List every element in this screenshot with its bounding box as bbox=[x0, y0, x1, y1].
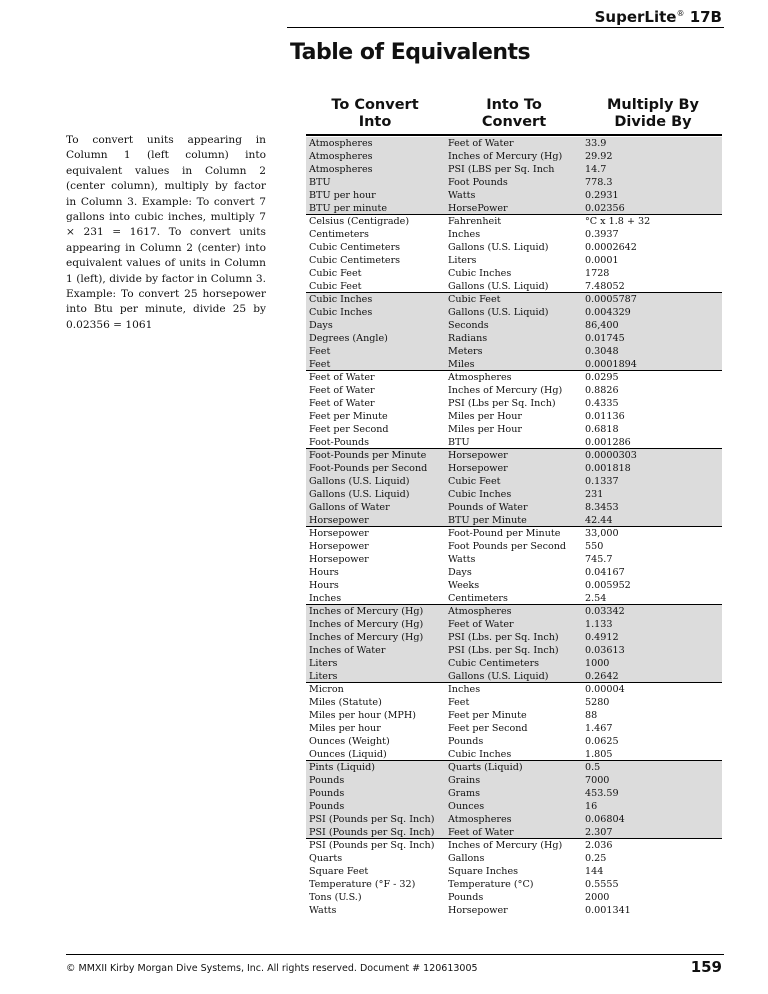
to-unit-cell: BTU bbox=[448, 437, 470, 448]
table-row bbox=[306, 501, 722, 514]
table-row bbox=[306, 332, 722, 345]
to-unit-cell: Foot-Pound per Minute bbox=[448, 528, 561, 539]
to-unit-cell: Cubic Inches bbox=[448, 749, 512, 760]
column-header-line: Into bbox=[358, 114, 392, 130]
registered-mark: ® bbox=[676, 9, 685, 18]
factor-cell: 0.0000303 bbox=[585, 450, 637, 461]
from-unit-cell: Hours bbox=[309, 580, 339, 591]
to-unit-cell: Pounds of Water bbox=[448, 502, 528, 513]
to-unit-cell: Liters bbox=[448, 255, 477, 266]
from-unit-cell: Inches of Water bbox=[309, 645, 386, 656]
factor-cell: 1.133 bbox=[585, 619, 613, 630]
from-unit-cell: Square Feet bbox=[309, 866, 369, 877]
to-unit-cell: Ounces bbox=[448, 801, 485, 812]
factor-cell: 0.004329 bbox=[585, 307, 631, 318]
from-unit-cell: Quarts bbox=[309, 853, 343, 864]
factor-cell: 0.005952 bbox=[585, 580, 631, 591]
to-unit-cell: Feet per Second bbox=[448, 723, 528, 734]
table-row bbox=[306, 540, 722, 553]
table-row bbox=[306, 137, 722, 150]
table-row bbox=[306, 553, 722, 566]
factor-cell: 0.2642 bbox=[585, 671, 619, 682]
to-unit-cell: HorsePower bbox=[448, 203, 508, 214]
to-unit-cell: PSI (Lbs. per Sq. Inch) bbox=[448, 645, 559, 656]
column-header-line: Divide By bbox=[614, 114, 692, 130]
column-header-multiply-divide bbox=[584, 97, 722, 131]
to-unit-cell: Atmospheres bbox=[448, 814, 512, 825]
table-row bbox=[306, 644, 722, 657]
table-row bbox=[306, 189, 722, 202]
factor-cell: 0.01745 bbox=[585, 333, 625, 344]
table-row bbox=[306, 657, 722, 670]
from-unit-cell: Atmospheres bbox=[309, 164, 373, 175]
factor-cell: 0.01136 bbox=[585, 411, 625, 422]
to-unit-cell: Feet of Water bbox=[448, 138, 514, 149]
factor-cell: 0.25 bbox=[585, 853, 607, 864]
from-unit-cell: Liters bbox=[309, 658, 338, 669]
table-row bbox=[306, 748, 722, 761]
column-header-line: To Convert bbox=[331, 97, 419, 113]
copyright-notice: © MMXII Kirby Morgan Dive Systems, Inc. All rights reserved. Document # 120613005 bbox=[66, 963, 478, 974]
table-row bbox=[306, 813, 722, 826]
table-row bbox=[306, 449, 722, 462]
factor-cell: 0.1337 bbox=[585, 476, 619, 487]
from-unit-cell: Foot-Pounds per Second bbox=[309, 463, 428, 474]
table-row bbox=[306, 579, 722, 592]
to-unit-cell: Gallons (U.S. Liquid) bbox=[448, 671, 549, 682]
to-unit-cell: Miles per Hour bbox=[448, 424, 522, 435]
from-unit-cell: Feet per Second bbox=[309, 424, 389, 435]
table-row bbox=[306, 761, 722, 774]
factor-cell: 745.7 bbox=[585, 554, 613, 565]
from-unit-cell: PSI (Pounds per Sq. Inch) bbox=[309, 840, 435, 851]
from-unit-cell: Inches of Mercury (Hg) bbox=[309, 606, 424, 617]
table-row bbox=[306, 241, 722, 254]
table-row bbox=[306, 319, 722, 332]
from-unit-cell: Pounds bbox=[309, 801, 345, 812]
header-brand bbox=[595, 8, 722, 26]
to-unit-cell: Seconds bbox=[448, 320, 489, 331]
from-unit-cell: PSI (Pounds per Sq. Inch) bbox=[309, 814, 435, 825]
to-unit-cell: Inches bbox=[448, 229, 481, 240]
from-unit-cell: BTU per minute bbox=[309, 203, 388, 214]
factor-cell: 2.307 bbox=[585, 827, 613, 838]
to-unit-cell: Cubic Feet bbox=[448, 476, 501, 487]
from-unit-cell: Cubic Centimeters bbox=[309, 242, 401, 253]
factor-cell: 1.805 bbox=[585, 749, 613, 760]
factor-cell: 0.001818 bbox=[585, 463, 631, 474]
to-unit-cell: Quarts (Liquid) bbox=[448, 762, 523, 773]
to-unit-cell: PSI (Lbs per Sq. Inch) bbox=[448, 398, 556, 409]
from-unit-cell: Horsepower bbox=[309, 541, 369, 552]
table-row bbox=[306, 176, 722, 189]
table-row bbox=[306, 605, 722, 618]
column-header-line: Multiply By bbox=[607, 97, 699, 113]
table-row bbox=[306, 228, 722, 241]
from-unit-cell: PSI (Pounds per Sq. Inch) bbox=[309, 827, 435, 838]
header-rule bbox=[287, 27, 724, 28]
from-unit-cell: Feet per Minute bbox=[309, 411, 388, 422]
factor-cell: 144 bbox=[585, 866, 604, 877]
to-unit-cell: Centimeters bbox=[448, 593, 508, 604]
table-row bbox=[306, 215, 722, 228]
header-underline bbox=[306, 134, 722, 136]
from-unit-cell: Atmospheres bbox=[309, 138, 373, 149]
equivalents-table bbox=[306, 137, 722, 917]
factor-cell: 0.0001894 bbox=[585, 359, 637, 370]
to-unit-cell: PSI (Lbs. per Sq. Inch) bbox=[448, 632, 559, 643]
factor-cell: 0.02356 bbox=[585, 203, 625, 214]
column-header-into-to-convert bbox=[446, 97, 582, 131]
from-unit-cell: BTU per hour bbox=[309, 190, 376, 201]
to-unit-cell: Inches of Mercury (Hg) bbox=[448, 151, 563, 162]
to-unit-cell: Foot Pounds bbox=[448, 177, 508, 188]
factor-cell: 231 bbox=[585, 489, 604, 500]
to-unit-cell: Days bbox=[448, 567, 472, 578]
from-unit-cell: Cubic Feet bbox=[309, 268, 362, 279]
to-unit-cell: Inches of Mercury (Hg) bbox=[448, 840, 563, 851]
factor-cell: 0.5555 bbox=[585, 879, 619, 890]
table-row bbox=[306, 631, 722, 644]
table-row bbox=[306, 293, 722, 306]
factor-cell: 0.0295 bbox=[585, 372, 619, 383]
to-unit-cell: Cubic Centimeters bbox=[448, 658, 540, 669]
factor-cell: 0.0002642 bbox=[585, 242, 637, 253]
table-row bbox=[306, 891, 722, 904]
to-unit-cell: Weeks bbox=[448, 580, 480, 591]
from-unit-cell: Horsepower bbox=[309, 528, 369, 539]
from-unit-cell: Feet of Water bbox=[309, 385, 375, 396]
factor-cell: 0.4335 bbox=[585, 398, 619, 409]
to-unit-cell: Feet of Water bbox=[448, 619, 514, 630]
factor-cell: 14.7 bbox=[585, 164, 607, 175]
table-row bbox=[306, 696, 722, 709]
brand-name: SuperLite bbox=[594, 8, 677, 26]
to-unit-cell: Miles bbox=[448, 359, 475, 370]
to-unit-cell: Square Inches bbox=[448, 866, 519, 877]
from-unit-cell: Gallons (U.S. Liquid) bbox=[309, 476, 410, 487]
factor-cell: 16 bbox=[585, 801, 598, 812]
to-unit-cell: Feet of Water bbox=[448, 827, 514, 838]
to-unit-cell: Horsepower bbox=[448, 463, 508, 474]
from-unit-cell: Feet bbox=[309, 346, 331, 357]
factor-cell: 0.03342 bbox=[585, 606, 625, 617]
from-unit-cell: BTU bbox=[309, 177, 331, 188]
from-unit-cell: Pints (Liquid) bbox=[309, 762, 375, 773]
from-unit-cell: Centimeters bbox=[309, 229, 369, 240]
from-unit-cell: Foot-Pounds per Minute bbox=[309, 450, 427, 461]
to-unit-cell: Inches of Mercury (Hg) bbox=[448, 385, 563, 396]
from-unit-cell: Gallons of Water bbox=[309, 502, 390, 513]
table-row bbox=[306, 410, 722, 423]
table-row bbox=[306, 384, 722, 397]
from-unit-cell: Foot-Pounds bbox=[309, 437, 370, 448]
to-unit-cell: Cubic Inches bbox=[448, 268, 512, 279]
from-unit-cell: Inches of Mercury (Hg) bbox=[309, 632, 424, 643]
factor-cell: 0.0001 bbox=[585, 255, 619, 266]
factor-cell: 2.54 bbox=[585, 593, 607, 604]
from-unit-cell: Micron bbox=[309, 684, 344, 695]
to-unit-cell: Radians bbox=[448, 333, 488, 344]
to-unit-cell: Gallons (U.S. Liquid) bbox=[448, 242, 549, 253]
from-unit-cell: Feet of Water bbox=[309, 398, 375, 409]
to-unit-cell: Horsepower bbox=[448, 905, 508, 916]
to-unit-cell: Gallons (U.S. Liquid) bbox=[448, 307, 549, 318]
to-unit-cell: BTU per Minute bbox=[448, 515, 527, 526]
factor-cell: 29.92 bbox=[585, 151, 613, 162]
factor-cell: 0.2931 bbox=[585, 190, 619, 201]
from-unit-cell: Miles (Statute) bbox=[309, 697, 382, 708]
table-row bbox=[306, 800, 722, 813]
from-unit-cell: Celsius (Centigrade) bbox=[309, 216, 410, 227]
from-unit-cell: Cubic Inches bbox=[309, 307, 373, 318]
factor-cell: 1728 bbox=[585, 268, 610, 279]
page-title: Table of Equivalents bbox=[290, 40, 531, 65]
table-row bbox=[306, 306, 722, 319]
table-row bbox=[306, 878, 722, 891]
to-unit-cell: Cubic Feet bbox=[448, 294, 501, 305]
factor-cell: 0.03613 bbox=[585, 645, 625, 656]
table-row bbox=[306, 735, 722, 748]
factor-cell: 0.5 bbox=[585, 762, 601, 773]
factor-cell: 0.04167 bbox=[585, 567, 625, 578]
factor-cell: 0.3048 bbox=[585, 346, 619, 357]
to-unit-cell: Pounds bbox=[448, 892, 484, 903]
to-unit-cell: Watts bbox=[448, 554, 476, 565]
from-unit-cell: Miles per hour (MPH) bbox=[309, 710, 416, 721]
to-unit-cell: Meters bbox=[448, 346, 483, 357]
factor-cell: 0.001341 bbox=[585, 905, 631, 916]
to-unit-cell: Grains bbox=[448, 775, 481, 786]
factor-cell: 33.9 bbox=[585, 138, 607, 149]
to-unit-cell: PSI (LBS per Sq. Inch bbox=[448, 164, 555, 175]
table-row bbox=[306, 462, 722, 475]
table-row bbox=[306, 358, 722, 371]
from-unit-cell: Cubic Centimeters bbox=[309, 255, 401, 266]
factor-cell: °C x 1.8 + 32 bbox=[585, 216, 651, 227]
table-row bbox=[306, 397, 722, 410]
table-row bbox=[306, 488, 722, 501]
from-unit-cell: Gallons (U.S. Liquid) bbox=[309, 489, 410, 500]
to-unit-cell: Horsepower bbox=[448, 450, 508, 461]
table-row bbox=[306, 774, 722, 787]
to-unit-cell: Pounds bbox=[448, 736, 484, 747]
table-row bbox=[306, 839, 722, 852]
table-row bbox=[306, 163, 722, 176]
table-row bbox=[306, 865, 722, 878]
factor-cell: 33,000 bbox=[585, 528, 619, 539]
table-row bbox=[306, 904, 722, 917]
from-unit-cell: Degrees (Angle) bbox=[309, 333, 388, 344]
table-row bbox=[306, 202, 722, 215]
from-unit-cell: Feet bbox=[309, 359, 331, 370]
to-unit-cell: Fahrenheit bbox=[448, 216, 502, 227]
table-row bbox=[306, 436, 722, 449]
table-row bbox=[306, 254, 722, 267]
table-row bbox=[306, 514, 722, 527]
table-row bbox=[306, 852, 722, 865]
factor-cell: 86,400 bbox=[585, 320, 619, 331]
factor-cell: 7.48052 bbox=[585, 281, 625, 292]
factor-cell: 0.0005787 bbox=[585, 294, 637, 305]
intro-paragraph: To convert units appearing in Column 1 (left column) into equivalent values in Column 2 (center column), multiply by factor in Column 3. Example: To convert 7 gallons into cubic inches, multiply 7 × 231 = 1617. To convert units appearing in Column 2 (center) into equivalent values of units in Column 1 (left), divide by factor in Column 3. Example: To convert 25 horsepower into Btu per minute, divide 25 by 0.02356 = 1061 bbox=[66, 134, 266, 331]
from-unit-cell: Cubic Feet bbox=[309, 281, 362, 292]
table-row bbox=[306, 527, 722, 540]
model-name: 17B bbox=[689, 8, 722, 26]
from-unit-cell: Pounds bbox=[309, 788, 345, 799]
factor-cell: 550 bbox=[585, 541, 604, 552]
table-row bbox=[306, 423, 722, 436]
factor-cell: 2.036 bbox=[585, 840, 613, 851]
from-unit-cell: Days bbox=[309, 320, 333, 331]
table-row bbox=[306, 787, 722, 800]
from-unit-cell: Miles per hour bbox=[309, 723, 381, 734]
to-unit-cell: Feet bbox=[448, 697, 470, 708]
factor-cell: 0.4912 bbox=[585, 632, 619, 643]
from-unit-cell: Hours bbox=[309, 567, 339, 578]
to-unit-cell: Feet per Minute bbox=[448, 710, 527, 721]
table-row bbox=[306, 683, 722, 696]
table-row bbox=[306, 670, 722, 683]
table-row bbox=[306, 345, 722, 358]
from-unit-cell: Liters bbox=[309, 671, 338, 682]
to-unit-cell: Watts bbox=[448, 190, 476, 201]
factor-cell: 0.001286 bbox=[585, 437, 631, 448]
to-unit-cell: Miles per Hour bbox=[448, 411, 522, 422]
from-unit-cell: Temperature (°F - 32) bbox=[309, 879, 416, 890]
from-unit-cell: Cubic Inches bbox=[309, 294, 373, 305]
from-unit-cell: Tons (U.S.) bbox=[309, 892, 362, 903]
factor-cell: 5280 bbox=[585, 697, 610, 708]
from-unit-cell: Pounds bbox=[309, 775, 345, 786]
factor-cell: 0.6818 bbox=[585, 424, 619, 435]
factor-cell: 1.467 bbox=[585, 723, 613, 734]
from-unit-cell: Atmospheres bbox=[309, 151, 373, 162]
to-unit-cell: Atmospheres bbox=[448, 372, 512, 383]
from-unit-cell: Inches bbox=[309, 593, 342, 604]
table-row bbox=[306, 618, 722, 631]
table-row bbox=[306, 722, 722, 735]
factor-cell: 8.3453 bbox=[585, 502, 619, 513]
from-unit-cell: Horsepower bbox=[309, 515, 369, 526]
to-unit-cell: Inches bbox=[448, 684, 481, 695]
table-row bbox=[306, 280, 722, 293]
column-header-line: Into To bbox=[486, 97, 542, 113]
table-row bbox=[306, 267, 722, 280]
from-unit-cell: Ounces (Liquid) bbox=[309, 749, 387, 760]
page-number: 159 bbox=[690, 958, 722, 976]
table-row bbox=[306, 826, 722, 839]
from-unit-cell: Inches of Mercury (Hg) bbox=[309, 619, 424, 630]
factor-cell: 453.59 bbox=[585, 788, 619, 799]
factor-cell: 778.3 bbox=[585, 177, 613, 188]
to-unit-cell: Cubic Inches bbox=[448, 489, 512, 500]
factor-cell: 0.3937 bbox=[585, 229, 619, 240]
table-row bbox=[306, 592, 722, 605]
to-unit-cell: Gallons (U.S. Liquid) bbox=[448, 281, 549, 292]
factor-cell: 1000 bbox=[585, 658, 610, 669]
table-row bbox=[306, 150, 722, 163]
column-header-line: Convert bbox=[481, 114, 547, 130]
to-unit-cell: Grams bbox=[448, 788, 480, 799]
factor-cell: 2000 bbox=[585, 892, 610, 903]
from-unit-cell: Watts bbox=[309, 905, 337, 916]
from-unit-cell: Feet of Water bbox=[309, 372, 375, 383]
to-unit-cell: Atmospheres bbox=[448, 606, 512, 617]
to-unit-cell: Temperature (°C) bbox=[448, 879, 534, 890]
factor-cell: 42.44 bbox=[585, 515, 613, 526]
factor-cell: 0.00004 bbox=[585, 684, 625, 695]
factor-cell: 0.06804 bbox=[585, 814, 625, 825]
factor-cell: 7000 bbox=[585, 775, 610, 786]
to-unit-cell: Gallons bbox=[448, 853, 485, 864]
table-row bbox=[306, 709, 722, 722]
footer-rule bbox=[66, 954, 724, 955]
from-unit-cell: Horsepower bbox=[309, 554, 369, 565]
table-row bbox=[306, 371, 722, 384]
table-row bbox=[306, 566, 722, 579]
to-unit-cell: Foot Pounds per Second bbox=[448, 541, 567, 552]
from-unit-cell: Ounces (Weight) bbox=[309, 736, 390, 747]
table-row bbox=[306, 475, 722, 488]
column-header-convert-into bbox=[306, 97, 444, 131]
factor-cell: 0.0625 bbox=[585, 736, 619, 747]
factor-cell: 0.8826 bbox=[585, 385, 619, 396]
factor-cell: 88 bbox=[585, 710, 598, 721]
